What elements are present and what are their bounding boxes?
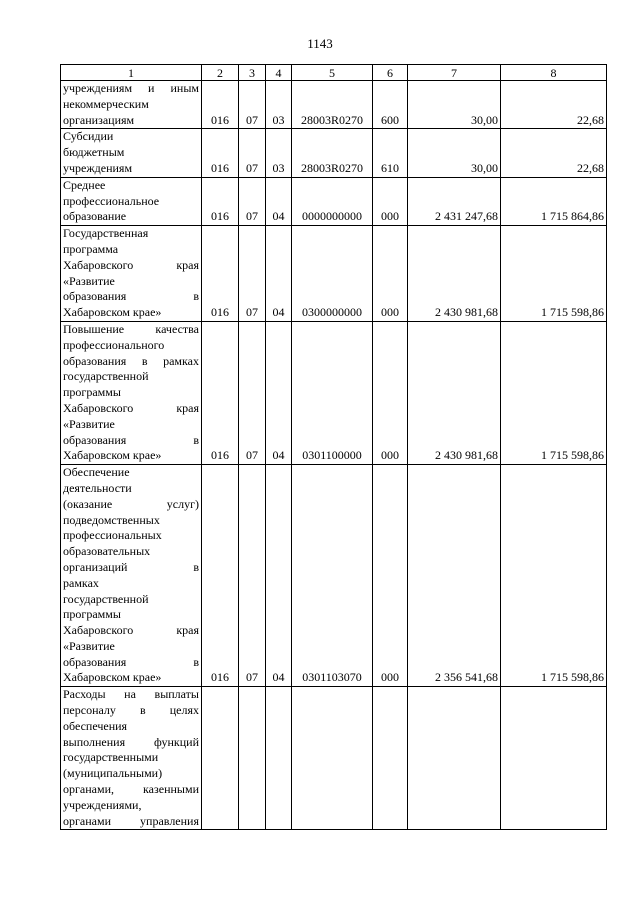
description-cell	[61, 321, 202, 464]
description-line: государственными	[63, 750, 159, 765]
description-line: образования в	[63, 654, 199, 669]
description-line: Хабаровского края	[63, 257, 199, 272]
description-line: организациям	[63, 112, 135, 127]
table-row	[61, 321, 607, 464]
amount-cell: 22,68	[501, 81, 607, 129]
description-line: деятельности	[63, 480, 132, 495]
subsection-cell	[266, 687, 292, 830]
ministry-code-cell: 016	[202, 177, 239, 225]
description-line: Субсидии	[63, 129, 114, 144]
section-cell: 07	[239, 321, 266, 464]
section-cell	[239, 687, 266, 830]
description-line: подведомственных	[63, 512, 160, 527]
description-line: программы	[63, 385, 121, 400]
description-line: государственной	[63, 369, 149, 384]
target-article-cell: 28003R0270	[292, 129, 373, 177]
description-line: Хабаровском крае»	[63, 670, 162, 685]
target-article-cell: 28003R0270	[292, 81, 373, 129]
description-cell	[61, 129, 202, 177]
description-line: образование	[63, 209, 127, 224]
description-line: профессиональное	[63, 193, 160, 208]
description-line: Государственная	[63, 226, 149, 241]
table-row	[61, 177, 607, 225]
amount-cell	[408, 687, 501, 830]
amount-cell: 30,00	[408, 81, 501, 129]
expense-type-cell: 000	[373, 465, 408, 687]
description-line: «Развитие	[63, 273, 115, 288]
description-line: Среднее	[63, 177, 106, 192]
amount-cell: 2 356 541,68	[408, 465, 501, 687]
description-line: рамках	[63, 575, 99, 590]
ministry-code-cell	[202, 687, 239, 830]
target-article-cell: 0300000000	[292, 226, 373, 322]
amount-cell: 30,00	[408, 129, 501, 177]
expense-type-cell: 000	[373, 177, 408, 225]
header-cell: 6	[373, 65, 408, 81]
amount-cell: 2 431 247,68	[408, 177, 501, 225]
description-line: учреждениям и иным	[63, 81, 199, 95]
ministry-code-cell: 016	[202, 465, 239, 687]
description-line: (оказание услуг)	[63, 496, 199, 511]
description-cell	[61, 81, 202, 129]
section-cell: 07	[239, 177, 266, 225]
description-cell	[61, 226, 202, 322]
header-row	[61, 65, 607, 81]
subsection-cell: 04	[266, 177, 292, 225]
header-cell: 1	[61, 65, 202, 81]
amount-cell: 1 715 598,86	[501, 226, 607, 322]
description-line: органами управления	[63, 813, 199, 828]
amount-cell: 1 715 598,86	[501, 321, 607, 464]
header-cell: 4	[266, 65, 292, 81]
expense-type-cell: 610	[373, 129, 408, 177]
description-line: некоммерческим	[63, 96, 149, 111]
description-line: Хабаровском крае»	[63, 305, 162, 320]
subsection-cell: 03	[266, 129, 292, 177]
description-line: Хабаровского края	[63, 400, 199, 415]
subsection-cell: 03	[266, 81, 292, 129]
header-cell: 2	[202, 65, 239, 81]
amount-cell: 2 430 981,68	[408, 321, 501, 464]
target-article-cell: 0000000000	[292, 177, 373, 225]
table-row	[61, 226, 607, 322]
subsection-cell: 04	[266, 321, 292, 464]
header-cell: 8	[501, 65, 607, 81]
description-cell	[61, 465, 202, 687]
description-line: Хабаровского края	[63, 623, 199, 638]
description-line: государственной	[63, 591, 149, 606]
subsection-cell: 04	[266, 465, 292, 687]
description-line: Расходы на выплаты	[63, 687, 199, 702]
description-cell	[61, 177, 202, 225]
ministry-code-cell: 016	[202, 226, 239, 322]
description-line: Обеспечение	[63, 465, 130, 480]
section-cell: 07	[239, 81, 266, 129]
description-line: образования в рамках	[63, 353, 199, 368]
description-line: выполнения функций	[63, 734, 199, 749]
description-line: программы	[63, 607, 121, 622]
description-line: «Развитие	[63, 638, 115, 653]
description-cell	[61, 687, 202, 830]
description-line: профессиональных	[63, 528, 162, 543]
amount-cell: 22,68	[501, 129, 607, 177]
target-article-cell	[292, 687, 373, 830]
header-cell: 5	[292, 65, 373, 81]
description-line: Повышение качества	[63, 321, 199, 336]
description-line: учреждениям	[63, 160, 133, 175]
header-cell: 7	[408, 65, 501, 81]
section-cell: 07	[239, 465, 266, 687]
amount-cell: 1 715 864,86	[501, 177, 607, 225]
description-line: программа	[63, 241, 119, 256]
description-line: образовательных	[63, 544, 151, 559]
description-line: Хабаровском крае»	[63, 448, 162, 463]
subsection-cell: 04	[266, 226, 292, 322]
description-line: «Развитие	[63, 416, 115, 431]
expense-type-cell: 000	[373, 226, 408, 322]
description-line: образования в	[63, 289, 199, 304]
description-line: бюджетным	[63, 145, 125, 160]
description-line: учреждениями,	[63, 797, 142, 812]
expense-type-cell: 600	[373, 81, 408, 129]
section-cell: 07	[239, 129, 266, 177]
description-line: образования в	[63, 432, 199, 447]
description-line: профессионального	[63, 337, 165, 352]
page-number: 1143	[307, 36, 333, 51]
amount-cell	[501, 687, 607, 830]
ministry-code-cell: 016	[202, 321, 239, 464]
description-line: обеспечения	[63, 718, 128, 733]
table-row	[61, 129, 607, 177]
amount-cell: 2 430 981,68	[408, 226, 501, 322]
ministry-code-cell: 016	[202, 81, 239, 129]
description-line: персоналу в целях	[63, 703, 199, 718]
description-line: (муниципальными)	[63, 766, 163, 781]
description-line: организаций в	[63, 559, 199, 574]
amount-cell: 1 715 598,86	[501, 465, 607, 687]
description-line: органами, казенными	[63, 782, 199, 797]
budget-table	[60, 64, 607, 830]
section-cell: 07	[239, 226, 266, 322]
table-row	[61, 465, 607, 687]
target-article-cell: 0301103070	[292, 465, 373, 687]
expense-type-cell	[373, 687, 408, 830]
target-article-cell: 0301100000	[292, 321, 373, 464]
table-row	[61, 687, 607, 830]
table-body	[61, 65, 607, 830]
table-row	[61, 81, 607, 129]
ministry-code-cell: 016	[202, 129, 239, 177]
header-cell: 3	[239, 65, 266, 81]
expense-type-cell: 000	[373, 321, 408, 464]
